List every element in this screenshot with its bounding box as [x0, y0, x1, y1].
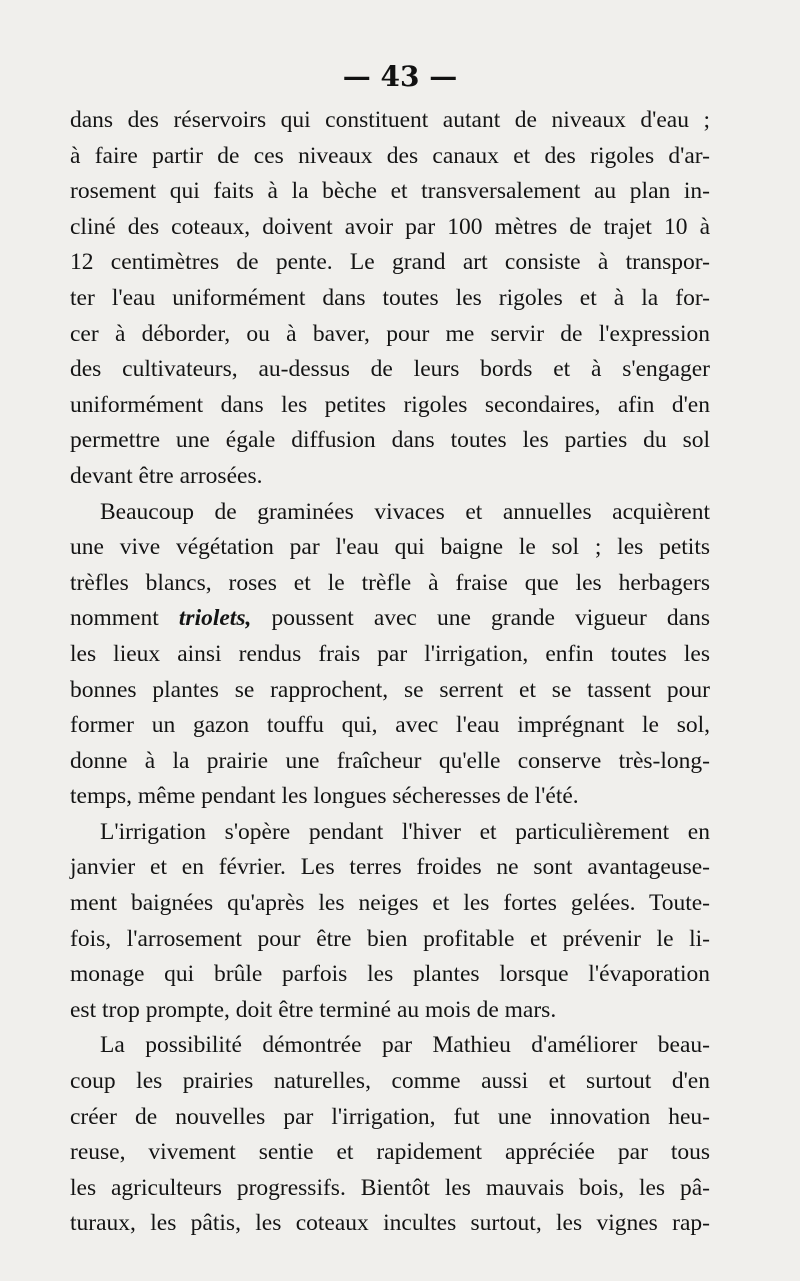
text-line: uniformément dans les petites rigoles secondaires, afin d'en [70, 391, 710, 418]
text-line: 12 centimètres de pente. Le grand art consiste à transpor- [70, 249, 710, 276]
text-line-with-italic [70, 601, 710, 637]
text-segment: nomment [70, 605, 159, 632]
text-line: janvier et en février. Les terres froides ne sont avantageuse- [70, 854, 710, 881]
text-line: ter l'eau uniformément dans toutes les rigoles et à la for- [70, 284, 710, 311]
text-line: des cultivateurs, au-dessus de leurs bords et à s'engager [70, 356, 710, 383]
text-line: bonnes plantes se rapprochent, se serrent et se tassent pour [70, 676, 710, 703]
text-line: fois, l'arrosement pour être bien profitable et prévenir le li- [70, 925, 710, 952]
text-line: former un gazon touffu qui, avec l'eau imprégnant le sol, [70, 712, 710, 739]
text-line: coup les prairies naturelles, comme aussi et surtout d'en [70, 1068, 710, 1095]
italic-term: triolets, [178, 605, 252, 632]
text-line: à faire partir de ces niveaux des canaux et des rigoles d'ar- [70, 142, 710, 169]
text-line: dans des réservoirs qui constituent autant de niveaux d'eau ; [70, 107, 710, 133]
body-text [70, 103, 710, 1242]
text-line: donne à la prairie une fraîcheur qu'elle conserve très-long- [70, 747, 710, 774]
text-line: cliné des coteaux, doivent avoir par 100 mètres de trajet 10 à [70, 213, 710, 240]
page-number: — 43 — [342, 60, 458, 93]
text-line: une vive végétation par l'eau qui baigne le sol ; les petits [70, 534, 710, 561]
text-line: devant être arrosées. [70, 462, 263, 489]
text-line: est trop prompte, doit être terminé au mois de mars. [70, 996, 557, 1023]
text-line: temps, même pendant les longues sécheresses de l'été. [70, 783, 579, 810]
text-line: permettre une égale diffusion dans toutes les parties du sol [70, 427, 710, 454]
text-line: cer à déborder, ou à baver, pour me servir de l'expression [70, 320, 710, 347]
text-line: Beaucoup de graminées vivaces et annuelles acquièrent [100, 498, 710, 525]
text-segment: poussent avec une grande vigueur dans [271, 605, 711, 632]
text-line: La possibilité démontrée par Mathieu d'améliorer beau- [100, 1032, 710, 1059]
text-line: ment baignées qu'après les neiges et les fortes gelées. Toute- [70, 890, 710, 917]
text-line: turaux, les pâtis, les coteaux incultes surtout, les vignes rap- [70, 1210, 710, 1237]
text-line: L'irrigation s'opère pendant l'hiver et particulièrement en [100, 818, 710, 845]
text-line: créer de nouvelles par l'irrigation, fut une innovation heu- [70, 1103, 710, 1130]
text-line: reuse, vivement sentie et rapidement appréciée par tous [70, 1139, 710, 1166]
text-line: trèfles blancs, roses et le trèfle à fraise que les herbagers [70, 569, 710, 596]
text-line: rosement qui faits à la bèche et transversalement au plan in- [70, 178, 710, 205]
text-line: les agriculteurs progressifs. Bientôt les mauvais bois, les pâ- [70, 1174, 710, 1201]
text-line: monage qui brûle parfois les plantes lorsque l'évaporation [70, 961, 710, 988]
text-line: les lieux ainsi rendus frais par l'irrigation, enfin toutes les [70, 640, 710, 667]
